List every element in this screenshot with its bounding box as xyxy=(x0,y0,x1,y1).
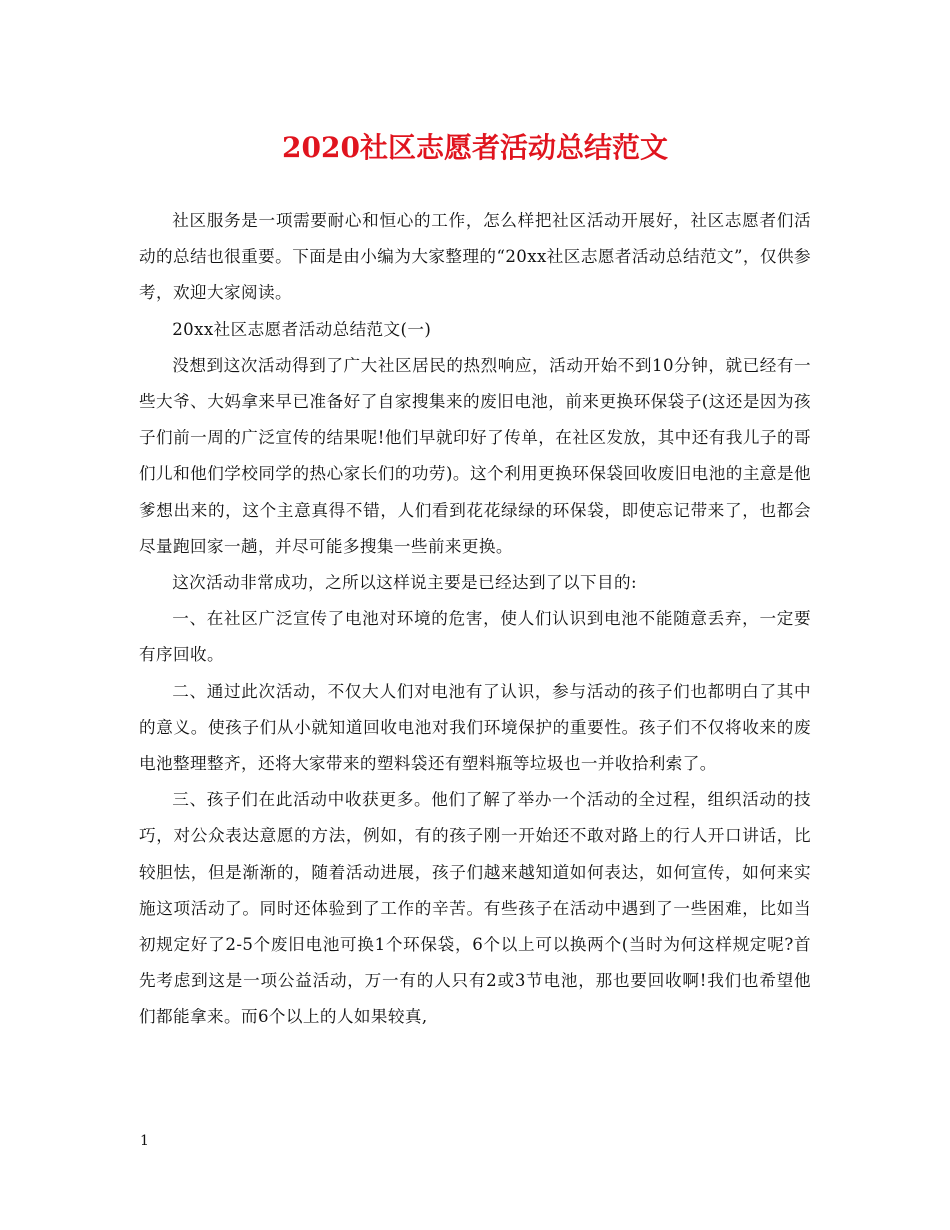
paragraph-subtitle: 20xx社区志愿者活动总结范文(一) xyxy=(172,319,432,339)
paragraph-activity: 没想到这次活动得到了广大社区居民的热烈响应，活动开始不到10分钟，就已经有一些大爷、大妈拿来早已准备好了自家搜集来的废旧电池，前来更换环保袋子(这还是因为孩子们前一周的广泛宣传的结果呢!他们早就印好了传单，在社区发放，其中还有我儿子的哥们儿和他们学校同学的热心家长们的功劳)。这个利用更换环保袋回收废旧电池的主意是他爹想出来的，这个主意真得不错，人们看到花花绿绿的环保袋，即使忘记带来了，也都会尽量跑回家一趟，并尽可能多搜集一些前来更换。 xyxy=(139,355,811,556)
page-title: 2020社区志愿者活动总结范文 xyxy=(282,131,668,164)
paragraph-success: 这次活动非常成功，之所以这样说主要是已经达到了以下目的: xyxy=(172,573,638,593)
paragraph-point-one: 一、在社区广泛宣传了电池对环境的危害，使人们认识到电池不能随意丢弃，一定要有序回收。 xyxy=(139,609,811,665)
page-number: 1 xyxy=(140,1133,149,1149)
paragraph-point-two: 二、通过此次活动，不仅大人们对电池有了认识，参与活动的孩子们也都明白了其中的意义。使孩子们从小就知道回收电池对我们环境保护的重要性。孩子们不仅将收来的废电池整理整齐，还将大家带来的塑料袋还有塑料瓶等垃圾也一并收拾利索了。 xyxy=(139,681,811,774)
paragraph-point-three: 三、孩子们在此活动中收获更多。他们了解了举办一个活动的全过程，组织活动的技巧，对公众表达意愿的方法，例如，有的孩子刚一开始还不敢对路上的行人开口讲话，比较胆怯，但是渐渐的，随着活动进展，孩子们越来越知道如何表达，如何宣传，如何来实施这项活动了。同时还体验到了工作的辛苦。有些孩子在活动中遇到了一些困难，比如当初规定好了2-5个废旧电池可换1个环保袋，6个以上可以换两个(当时为何这样规定呢?首先考虑到这是一项公益活动，万一有的人只有2或3节电池，那也要回收啊!我们也希望他们都能拿来。而6个以上的人如果较真, xyxy=(139,790,811,1027)
document-body xyxy=(139,203,811,1036)
paragraph-intro: 社区服务是一项需要耐心和恒心的工作，怎么样把社区活动开展好，社区志愿者们活动的总结也很重要。下面是由小编为大家整理的“20xx社区志愿者活动总结范文”，仅供参考，欢迎大家阅读。 xyxy=(139,211,811,303)
